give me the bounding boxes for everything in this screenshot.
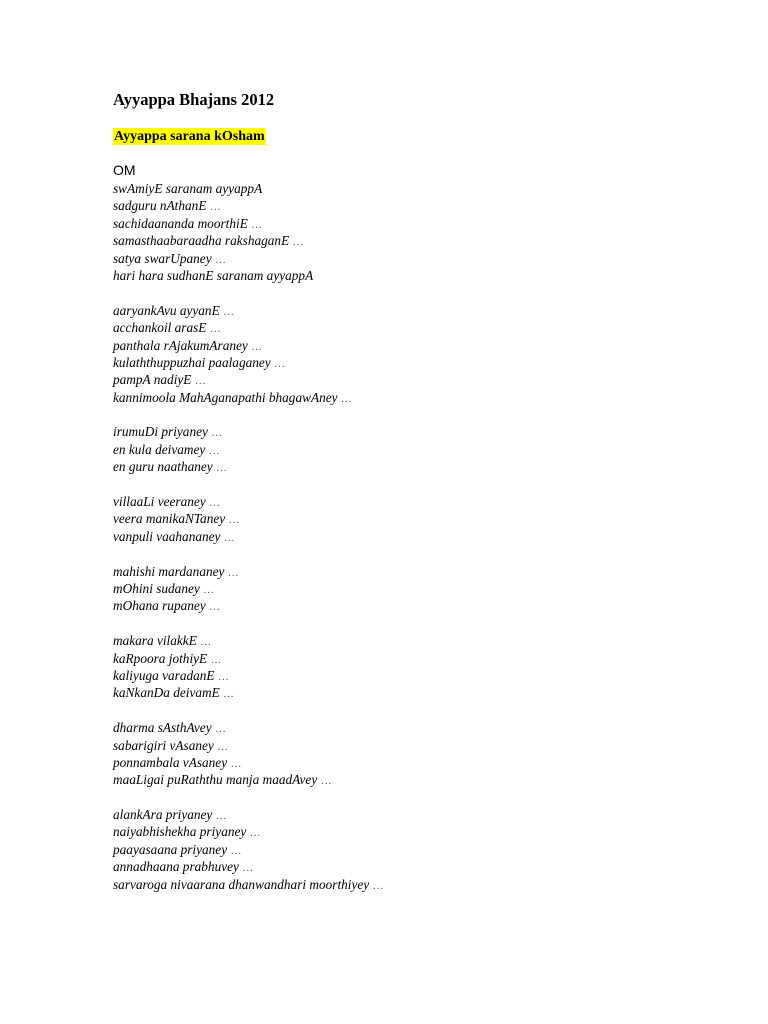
verse-line [113,841,733,858]
verse-line [113,823,733,840]
verse-line-text: sadguru nAthanE [113,198,210,214]
verse-line-ellipsis: … [200,636,212,649]
verse-line-ellipsis: … [214,253,226,266]
verse-line [113,876,733,893]
verse-line-ellipsis: … [209,497,220,510]
verse-line-text: alankAra priyaney [113,807,216,823]
verse-line-ellipsis: … [228,514,240,527]
verse-line-ellipsis: … [320,775,332,788]
verse-line [113,667,733,684]
verse-line-text: naiyabhishekha priyaney [113,824,250,840]
verse-line-text: annadhaana prabhuvey [113,859,243,875]
verse-line-ellipsis: … [210,653,222,666]
verse-line [113,771,733,788]
verse-line-ellipsis: … [194,375,206,388]
verse-line-ellipsis: … [251,340,263,353]
stanza-gap [113,406,733,423]
verse-line-text: sarvaroga nivaarana dhanwandhari moorthiyey [113,876,373,892]
verse-line [113,232,733,249]
verse-line [113,319,733,336]
verse-line [113,180,733,197]
verse-line-text: en kula deivamey [113,441,209,457]
stanza-gap [113,476,733,493]
verse-line-ellipsis: … [208,444,220,457]
verse-line-text: acchankoil arasE [113,320,210,336]
verse-line-ellipsis: … [249,827,261,840]
verse-line-text: maaLigai puRaththu manja maadAvey [113,772,321,788]
verse-line-text: kaRpoora jothiyE [113,650,211,666]
verse-line-text: irumuDi priyaney [113,424,212,440]
verse-line-text: dharma sAsthAvey [113,720,215,736]
verse-line [113,563,733,580]
verse-line-ellipsis: … [230,757,242,770]
highlighted-subtitle: Ayyappa sarana kOsham [114,129,265,144]
verse-line-ellipsis: … [223,305,235,318]
verse-line [113,719,733,736]
om-heading: OM [113,162,136,178]
verse-line-ellipsis: … [340,392,352,405]
verse-lines [113,180,733,893]
verse-line-ellipsis: … [372,879,384,892]
verse-line-text: sachidaananda moorthiE [113,215,252,231]
verse-line-ellipsis: … [223,531,235,544]
verse-line-text: aaryankAvu ayyanE [113,302,224,318]
verse-line-text: kulaththuppuzhai paalaganey [113,354,275,370]
stanza-gap [113,789,733,806]
verse-line-text: panthala rAjakumAraney [113,337,252,353]
verse-line-ellipsis: … [209,201,221,214]
verse-line [113,510,733,527]
verse-line [113,493,733,510]
stanza-gap [113,615,733,632]
verse-line-text: samasthaabaraadha rakshaganE [113,233,293,249]
verse-line [113,684,733,701]
verse-line-text: veera manikaNTaney [113,511,229,527]
verse-line-text: pampA nadiyE [113,372,195,388]
verse-line-ellipsis: … [215,810,227,823]
verse-line-text: paayasaana priyaney [113,841,231,857]
verse-line-text: hari hara sudhanE saranam ayyappA [113,267,314,283]
stanza-gap [113,702,733,719]
verse-line-text: swAmiyE saranam ayyappA [113,181,263,196]
verse-line [113,441,733,458]
verse-line [113,215,733,232]
verse-line [113,528,733,545]
verse-line [113,354,733,371]
verse-line-ellipsis: … [217,740,229,753]
stanza-gap [113,284,733,301]
verse-line [113,754,733,771]
verse-line [113,197,733,214]
verse-line-text: kaliyuga varadanE [113,667,218,683]
verse-line-text: sabarigiri vAsaney [113,737,218,753]
verse-line [113,737,733,754]
verse-line-ellipsis: … [214,723,226,736]
verse-line-text: ponnambala vAsaney [113,754,231,770]
verse-line-ellipsis: … [274,357,286,370]
verse-line-ellipsis: … [251,218,263,231]
verse-line-ellipsis: … [216,462,228,475]
verse-line-ellipsis: … [242,862,254,875]
verse-line-text: mahishi mardananey [113,563,228,579]
verse-line [113,632,733,649]
verse-line [113,302,733,319]
stanza-gap [113,545,733,562]
verse-line [113,597,733,614]
verse-line-ellipsis: … [209,601,221,614]
verse-line-ellipsis: … [209,323,221,336]
verse-line-ellipsis: … [217,670,229,683]
verse-line [113,858,733,875]
verse-line-ellipsis: … [203,583,215,596]
verse-line-ellipsis: … [211,427,223,440]
verse-line-ellipsis: … [223,688,235,701]
verse-line-text: kannimoola MahAganapathi bhagawAney [113,389,341,405]
verse-line [113,650,733,667]
verse-line-text: mOhini sudaney [113,580,204,596]
verse-line [113,580,733,597]
verse-line-ellipsis: … [227,566,239,579]
verse-line [113,389,733,406]
verse-line [113,371,733,388]
verse-line-text: mOhana rupaney [113,598,210,614]
verse-line-text: kaNkanDa deivamE [113,685,224,701]
verse-line [113,267,733,284]
verse-line-text: villaaLi veeraney [113,494,209,510]
verse-line [113,458,733,475]
verse-line-text: satya swarUpaney [113,250,215,266]
verse-line [113,337,733,354]
verse-line-ellipsis: … [292,236,304,249]
verse-line [113,423,733,440]
verse-line-text: makara vilakkE [113,633,201,649]
verse-line-ellipsis: … [230,844,242,857]
verse-line-text: vanpuli vaahananey [113,528,224,544]
document-title: Ayyappa Bhajans 2012 [113,90,275,109]
verse-line [113,250,733,267]
verse-line-text: en guru naathaney [113,459,217,475]
verse-line [113,806,733,823]
